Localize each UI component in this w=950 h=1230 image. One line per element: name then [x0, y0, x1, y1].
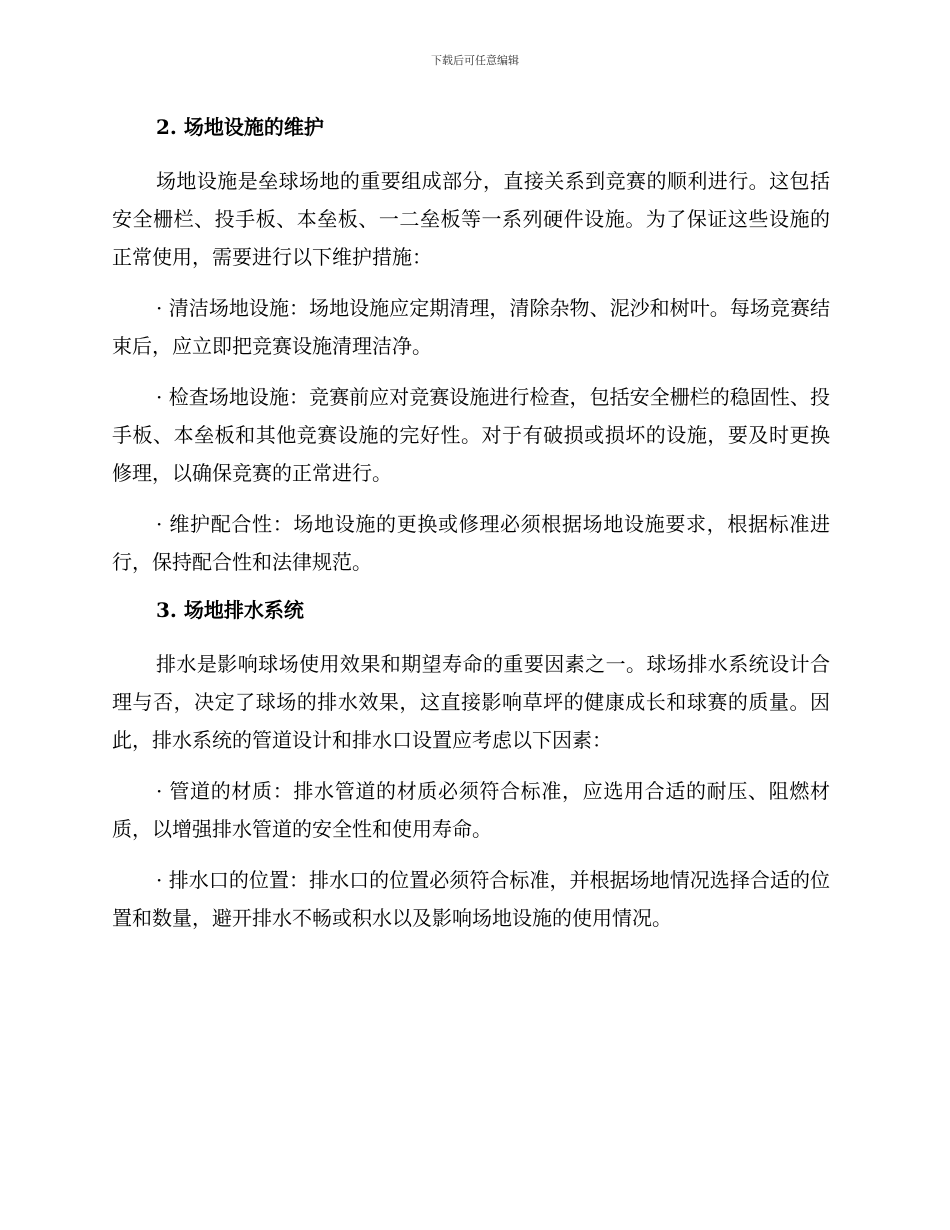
page-header: 下载后可任意编辑 — [431, 54, 519, 67]
section-drainage-system — [112, 594, 830, 937]
paragraph: 场地设施是垒球场地的重要组成部分，直接关系到竞赛的顺利进行。这包括安全栅栏、投手板、本垒板、一二垒板等一系列硬件设施。为了保证这些设施的正常使用，需要进行以下维护措施： — [112, 169, 830, 269]
paragraph: 排水是影响球场使用效果和期望寿命的重要因素之一。球场排水系统设计合理与否，决定了球场的排水效果，这直接影响草坪的健康成长和球赛的质量。因此，排水系统的管道设计和排水口设置应考虑以下因素： — [112, 652, 830, 752]
bullet-paragraph: · 管道的材质：排水管道的材质必须符合标准，应选用合适的耐压、阻燃材质，以增强排水管道的安全性和使用寿命。 — [112, 779, 830, 841]
document-body — [112, 111, 830, 937]
section-facility-maintenance — [112, 111, 830, 594]
bullet-paragraph: · 排水口的位置：排水口的位置必须符合标准，并根据场地情况选择合适的位置和数量，避开排水不畅或积水以及影响场地设施的使用情况。 — [112, 868, 830, 930]
bullet-paragraph: · 清洁场地设施：场地设施应定期清理，清除杂物、泥沙和树叶。每场竞赛结束后，应立即把竞赛设施清理洁净。 — [112, 296, 830, 358]
bullet-paragraph: · 检查场地设施：竞赛前应对竞赛设施进行检查，包括安全栅栏的稳固性、投手板、本垒板和其他竞赛设施的完好性。对于有破损或损坏的设施，要及时更换修理，以确保竞赛的正常进行。 — [112, 385, 830, 485]
section-heading: 3. 场地排水系统 — [156, 598, 304, 622]
section-heading: 2. 场地设施的维护 — [156, 115, 324, 139]
bullet-paragraph: · 维护配合性：场地设施的更换或修理必须根据场地设施要求，根据标准进行，保持配合性和法律规范。 — [112, 512, 830, 574]
